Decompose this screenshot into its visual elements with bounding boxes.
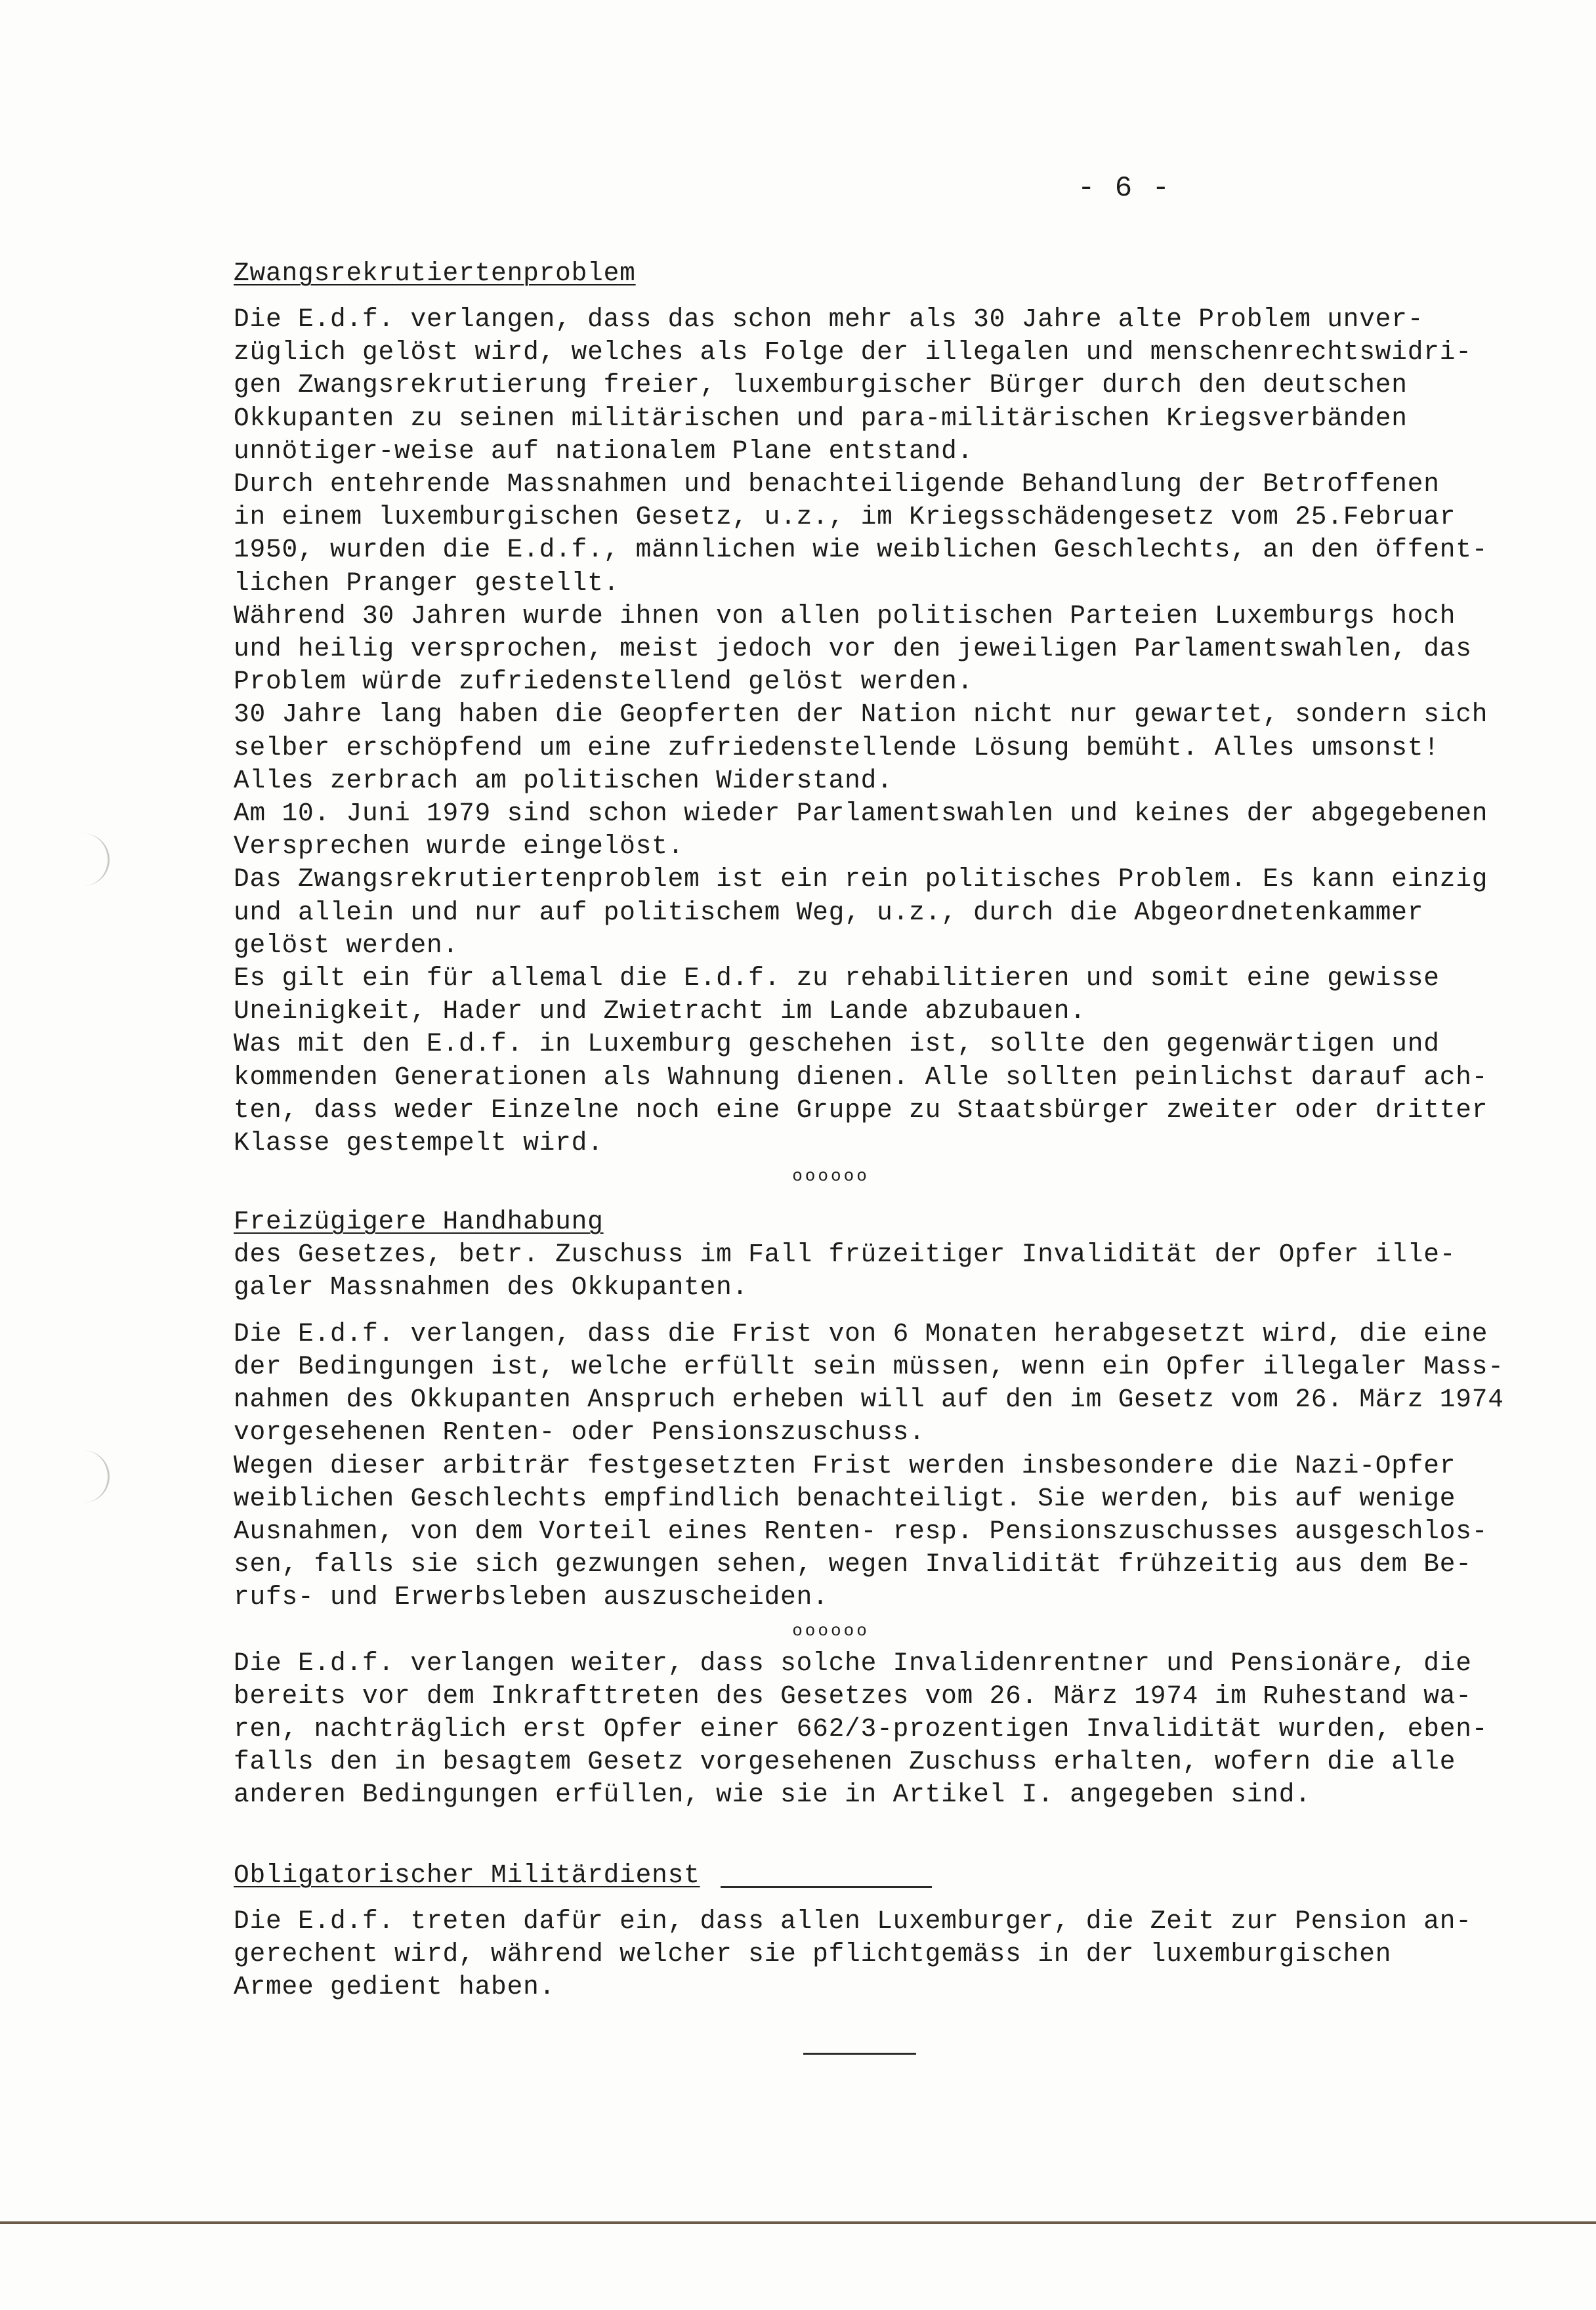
spacer [234, 1812, 1592, 1859]
paragraph: Wegen dieser arbiträr festgesetzten Frist werden insbesondere die Nazi-Opfer weiblichen Geschlechts empfindlich benachteiligt. Sie werden, bis auf wenige Ausnahmen, von dem Vorteil eines Renten- resp. Pensionszuschusses ausgeschlos- sen, falls sie sich gezwungen sehen, wegen Invalidität frühzeitig aus dem Be- rufs- und Erwerbsleben auszuscheiden. [234, 1450, 1488, 1612]
divider-rule [803, 2053, 916, 2055]
section-heading: Zwangsrekrutiertenproblem [234, 259, 636, 288]
paragraph: Was mit den E.d.f. in Luxemburg geschehen ist, sollte den gegenwärtigen und kommenden Generationen als Wahnung dienen. Alle sollten peinlichst darauf ach- ten, dass weder Einzelne noch eine Gruppe zu Staatsbürger zweiter oder dritter Klasse gestempelt wird. [234, 1029, 1488, 1158]
paragraph: Durch entehrende Massnahmen und benachteiligende Behandlung der Betroffenen in einem luxemburgischen Gesetz, u.z., im Kriegsschädengesetz vom 25.Februar 1950, wurden die E.d.f., männlichen wie weiblichen Geschlechts, an den öffent- lichen Pranger gestellt. [234, 469, 1488, 598]
spacer [234, 1192, 1592, 1206]
paragraph: Die E.d.f. verlangen, dass das schon mehr als 30 Jahre alte Problem unver- züglich gelöst wird, welches als Folge der illegalen und menschenrechtswidri- gen Zwangsrekrutierung freier, luxemburgischer Bürger durch den deutschen Okkupanten zu seinen militärischen und para-militärischen Kriegsverbänden unnötiger-weise auf nationalem Plane entstand. [234, 304, 1472, 466]
divider-rule [721, 1886, 932, 1888]
paragraph: Es gilt ein für allemal die E.d.f. zu rehabilitieren und somit eine gewisse Uneinigkeit, Hader und Zwietracht im Lande abzubauen. [234, 963, 1440, 1026]
paragraph: Die E.d.f. verlangen, dass die Frist von 6 Monaten herabgesetzt wird, die eine der Bedingungen ist, welche erfüllt sein müssen, wenn ein Opfer illegaler Mass- nahmen des Okkupanten Anspruch erheben will auf den im Gesetz vom 26. März 1974 vorgesehenen Renten- oder Pensionszuschuss. [234, 1318, 1504, 1448]
section-separator: oooooo [792, 1620, 870, 1641]
section-separator: oooooo [792, 1166, 870, 1186]
paragraph: 30 Jahre lang haben die Geopferten der Nation nicht nur gewartet, sondern sich selber erschöpfend um eine zufriedenstellende Lösung bemüht. Alles umsonst! Alles zerbrach am politischen Widerstand. [234, 700, 1488, 795]
punch-hole-mark [77, 833, 110, 886]
paragraph: Während 30 Jahren wurde ihnen von allen politischen Parteien Luxemburgs hoch und heilig versprochen, meist jedoch vor den jeweiligen Parlamentswahlen, das Problem würde zufriedenstellend gelöst werden. [234, 600, 1472, 697]
paragraph: Die E.d.f. verlangen weiter, dass solche Invalidenrentner und Pensionäre, die bereits vor dem Inkrafttreten des Gesetzes vom 26. März 1974 im Ruhestand wa- ren, nachträglich erst Opfer einer 662/3-prozentigen Invalidität wurden, eben- falls den in besagtem Gesetz vorgesehenen Zuschuss erhalten, wofern die alle anderen Bedingungen erfüllen, wie sie in Artikel I. angegeben sind. [234, 1648, 1488, 1810]
paragraph: Das Zwangsrekrutiertenproblem ist ein rein politisches Problem. Es kann einzig und allein und nur auf politischem Weg, u.z., durch die Abgeordnetenkammer gelöst werden. [234, 864, 1488, 960]
paragraph: Die E.d.f. treten dafür ein, dass allen Luxemburger, die Zeit zur Pension an- gerechent wird, während welcher sie pflichtgemäss in der luxemburgischen Armee gedient haben. [234, 1906, 1472, 2002]
paragraph: Am 10. Juni 1979 sind schon wieder Parlamentswahlen und keines der abgegebenen Versprechen wurde eingelöst. [234, 799, 1488, 862]
section-heading: Freizügigere Handhabung [234, 1207, 604, 1237]
page-bottom-line [0, 2221, 1596, 2224]
document-body [234, 257, 1592, 2004]
page-number: - 6 - [1078, 172, 1171, 205]
section-heading: Obligatorischer Militärdienst [234, 1860, 700, 1890]
spacer [234, 1305, 1592, 1318]
section-heading-block [234, 257, 1592, 303]
section-subheading: des Gesetzes, betr. Zuschuss im Fall früzeitiger Invalidität der Opfer ille- galer Massnahmen des Okkupanten. [234, 1240, 1456, 1303]
section-heading-block [234, 1206, 1592, 1238]
punch-hole-mark [77, 1450, 110, 1503]
section-heading-block [234, 1859, 1592, 1905]
